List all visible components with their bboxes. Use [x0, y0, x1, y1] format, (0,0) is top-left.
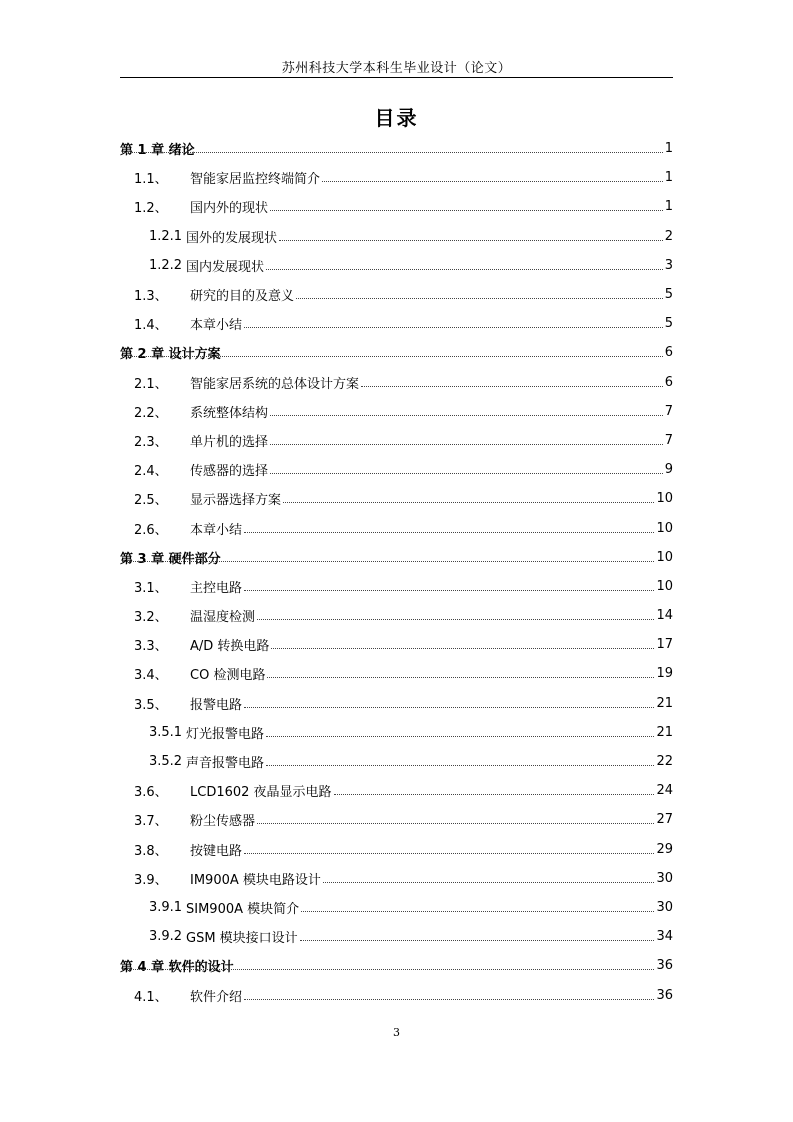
toc-entry-page: 6: [664, 374, 673, 390]
toc-entry-title: 软件介绍: [190, 989, 243, 1005]
toc-entry-page: 3: [664, 257, 673, 273]
toc-entry-number: 3.6、: [134, 785, 168, 801]
toc-entry-page: 1: [664, 141, 673, 157]
toc-entry-page: 24: [656, 783, 673, 799]
toc-entry-number: 1.2.1: [149, 228, 183, 244]
toc-dot-leader: [283, 502, 654, 503]
toc-entry-title: 单片机的选择: [190, 434, 269, 450]
toc-dot-leader: [270, 473, 663, 474]
toc-dot-leader: [257, 823, 654, 824]
toc-entry[interactable]: [120, 484, 673, 513]
toc-entry-number: 4.1、: [134, 989, 168, 1005]
toc-dot-leader: [300, 940, 655, 941]
toc-entry[interactable]: 第 1 章 绪论 1: [120, 141, 673, 159]
toc-dot-leader: [279, 240, 663, 241]
toc-entry-number: 3.3、: [134, 639, 168, 655]
toc-entry-title: SIM900A 模块简介: [186, 901, 300, 917]
toc-entry-number: 1.1、: [134, 172, 168, 188]
toc-entry-number: 3.5.2: [149, 754, 183, 770]
toc-entry[interactable]: [120, 368, 673, 397]
toc-entry[interactable]: [120, 513, 673, 542]
toc-entry-title: 粉尘传感器: [190, 814, 256, 830]
toc-entry-number: 3.2、: [134, 610, 168, 626]
toc-entry[interactable]: [120, 280, 673, 309]
toc-entry-page: 10: [656, 491, 673, 507]
toc-dot-leader: [301, 911, 654, 912]
table-of-contents: [120, 134, 673, 1010]
toc-entry[interactable]: [120, 163, 673, 192]
toc-entry-title: 主控电路: [190, 580, 243, 596]
toc-entry-page: 36: [656, 987, 673, 1003]
toc-entry-title: 智能家居监控终端简介: [190, 172, 321, 188]
toc-entry-title: A/D 转换电路: [190, 639, 270, 655]
toc-entry-page: 1: [664, 170, 673, 186]
toc-dot-leader: [244, 590, 654, 591]
toc-dot-leader: [244, 853, 654, 854]
toc-entry-title: LCD1602 夜晶显示电路: [190, 785, 332, 801]
toc-entry-title: 国外的发展现状: [186, 230, 278, 246]
toc-entry-title: 系统整体结构: [190, 405, 269, 421]
toc-entry-page: 2: [664, 228, 673, 244]
toc-entry-page: 10: [656, 578, 673, 594]
page-number: 3: [393, 1026, 400, 1039]
toc-entry[interactable]: [120, 980, 673, 1009]
toc-entry[interactable]: [120, 747, 673, 776]
toc-entry[interactable]: [120, 309, 673, 338]
toc-entry-title: 显示器选择方案: [190, 493, 282, 509]
toc-entry-title: GSM 模块接口设计: [186, 931, 298, 947]
toc-entry-title: 传感器的选择: [190, 464, 269, 480]
toc-entry[interactable]: [120, 922, 673, 951]
toc-entry-number: 2.6、: [134, 522, 168, 538]
toc-entry-title: 声音报警电路: [186, 756, 265, 772]
toc-entry-page: 1: [664, 199, 673, 215]
toc-dot-leader: [270, 210, 663, 211]
toc-entry[interactable]: [120, 864, 673, 893]
toc-entry-page: 9: [664, 462, 673, 478]
toc-entry[interactable]: [120, 572, 673, 601]
toc-dot-leader: [334, 794, 655, 795]
toc-entry[interactable]: [120, 397, 673, 426]
toc-entry-number: 1.2、: [134, 201, 168, 217]
toc-entry-page: 10: [656, 520, 673, 536]
toc-dot-leader: [323, 882, 655, 883]
toc-entry[interactable]: [120, 835, 673, 864]
toc-dot-leader: [270, 415, 663, 416]
toc-entry-title: 灯光报警电路: [186, 726, 265, 742]
toc-dot-leader: [361, 386, 663, 387]
toc-entry[interactable]: [120, 689, 673, 718]
toc-entry[interactable]: [120, 251, 673, 280]
toc-entry-title: 本章小结: [190, 318, 243, 334]
toc-dot-leader: [244, 707, 654, 708]
toc-entry-title: 温湿度检测: [190, 610, 256, 626]
toc-dot-leader: [257, 619, 654, 620]
toc-entry-number: 3.9.1: [149, 899, 183, 915]
toc-dot-leader: [322, 181, 663, 182]
toc-entry-number: 1.2.2: [149, 257, 183, 273]
toc-dot-leader: [266, 736, 654, 737]
toc-entry-title: 报警电路: [190, 697, 243, 713]
toc-entry-page: 5: [664, 316, 673, 332]
toc-entry-number: 3.9、: [134, 872, 168, 888]
toc-entry-number: 2.2、: [134, 405, 168, 421]
toc-entry-page: 27: [656, 812, 673, 828]
toc-entry[interactable]: [120, 718, 673, 747]
toc-entry-page: 30: [656, 899, 673, 915]
toc-entry-title: CO 检测电路: [190, 668, 266, 684]
toc-entry-title: 国内发展现状: [186, 259, 265, 275]
toc-entry-page: 17: [656, 637, 673, 653]
toc-entry-number: 2.1、: [134, 376, 168, 392]
toc-entry-number: 3.5、: [134, 697, 168, 713]
toc-entry-number: 2.3、: [134, 434, 168, 450]
toc-entry-number: 1.4、: [134, 318, 168, 334]
toc-entry-page: 29: [656, 841, 673, 857]
toc-dot-leader: [244, 999, 654, 1000]
toc-entry-page: 10: [656, 549, 673, 565]
toc-dot-leader: [122, 152, 663, 153]
toc-entry-title: 本章小结: [190, 522, 243, 538]
toc-entry[interactable]: [120, 192, 673, 221]
toc-dot-leader: [270, 444, 663, 445]
toc-entry-page: 5: [664, 287, 673, 303]
toc-dot-leader: [122, 356, 663, 357]
toc-entry-title: 按键电路: [190, 843, 243, 859]
toc-entry-page: 34: [656, 929, 673, 945]
toc-dot-leader: [296, 298, 663, 299]
toc-entry[interactable]: 第 4 章 软件的设计 36: [120, 958, 673, 976]
toc-dot-leader: [266, 269, 663, 270]
toc-entry[interactable]: [120, 222, 673, 251]
toc-entry-page: 7: [664, 403, 673, 419]
toc-entry-number: 1.3、: [134, 289, 168, 305]
toc-entry[interactable]: [120, 776, 673, 805]
toc-entry-page: 21: [656, 695, 673, 711]
toc-entry-page: 7: [664, 432, 673, 448]
toc-entry-page: 21: [656, 724, 673, 740]
toc-entry-number: 3.8、: [134, 843, 168, 859]
toc-dot-leader: [122, 561, 654, 562]
toc-dot-leader: [267, 677, 654, 678]
toc-entry[interactable]: [120, 659, 673, 688]
toc-entry[interactable]: 第 3 章 硬件部分 10: [120, 549, 673, 567]
toc-entry[interactable]: [120, 630, 673, 659]
toc-entry-page: 14: [656, 608, 673, 624]
toc-title: 目录: [374, 106, 419, 130]
toc-entry-title: 智能家居系统的总体设计方案: [190, 376, 360, 392]
toc-entry-number: 3.4、: [134, 668, 168, 684]
toc-dot-leader: [271, 648, 654, 649]
toc-dot-leader: [244, 327, 663, 328]
toc-entry-number: 2.4、: [134, 464, 168, 480]
toc-entry-title: IM900A 模块电路设计: [190, 872, 321, 888]
toc-entry-page: 6: [664, 345, 673, 361]
toc-entry[interactable]: [120, 805, 673, 834]
toc-entry-title: 国内外的现状: [190, 201, 269, 217]
toc-dot-leader: [244, 532, 654, 533]
toc-entry-page: 22: [656, 754, 673, 770]
header-rule: [120, 77, 673, 78]
toc-entry[interactable]: 第 2 章 设计方案 6: [120, 345, 673, 363]
toc-entry-page: 36: [656, 958, 673, 974]
toc-entry[interactable]: [120, 426, 673, 455]
toc-entry[interactable]: [120, 893, 673, 922]
toc-entry[interactable]: [120, 601, 673, 630]
toc-entry-number: 3.5.1: [149, 724, 183, 740]
running-header: 苏州科技大学本科生毕业设计（论文）: [281, 61, 512, 76]
toc-dot-leader: [266, 765, 654, 766]
toc-entry-page: 19: [656, 666, 673, 682]
toc-entry-number: 3.1、: [134, 580, 168, 596]
toc-entry-number: 3.9.2: [149, 929, 183, 945]
toc-entry[interactable]: [120, 455, 673, 484]
toc-entry-title: 研究的目的及意义: [190, 289, 295, 305]
toc-entry-number: 3.7、: [134, 814, 168, 830]
toc-dot-leader: [122, 969, 654, 970]
toc-entry-number: 2.5、: [134, 493, 168, 509]
toc-entry-page: 30: [656, 870, 673, 886]
